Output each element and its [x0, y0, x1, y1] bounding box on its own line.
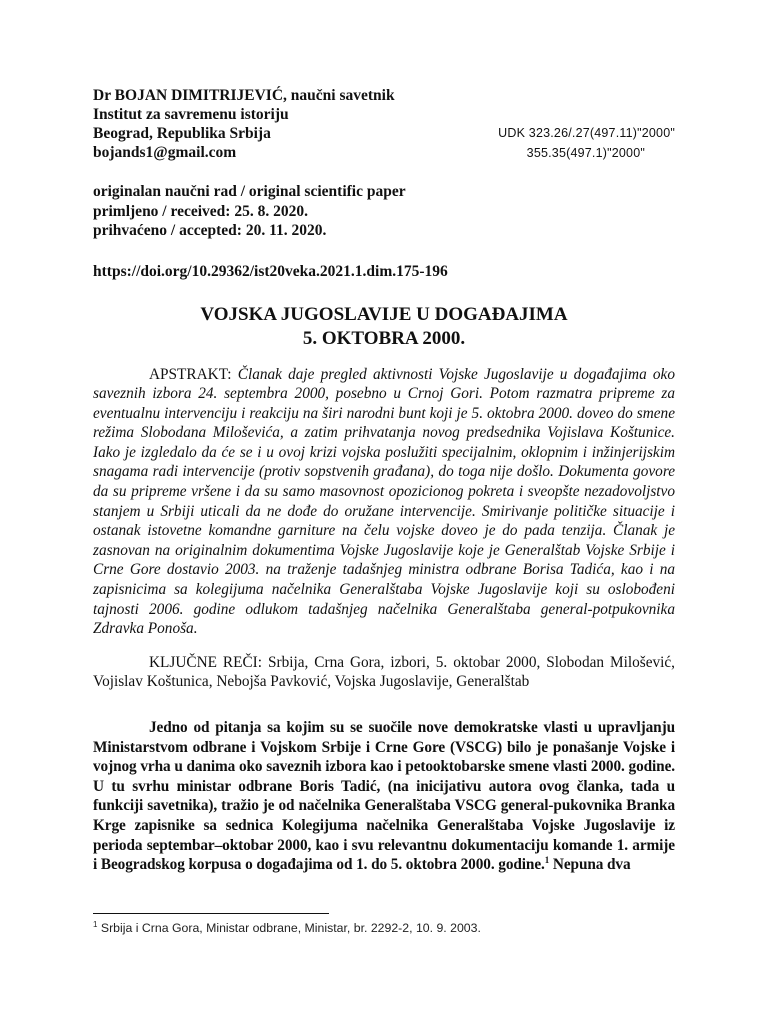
- accepted-date: prihvaćeno / accepted: 20. 11. 2020.: [93, 222, 327, 239]
- received-date: primljeno / received: 25. 8. 2020.: [93, 202, 308, 220]
- body-tail: Nepuna dva: [549, 856, 631, 874]
- udk-code-2: 355.35(497.1)"2000": [526, 146, 645, 160]
- keywords: [93, 653, 675, 692]
- title-line-2: 5. OKTOBRA 2000.: [302, 327, 466, 349]
- title-line-1: VOJSKA JUGOSLAVIJE U DOGAĐAJIMA: [200, 303, 568, 325]
- body-text: Jedno od pitanja sa kojim su se suočile nove demokratske vlasti u upravljanju Ministarstvom odbrane i Vojskom Srbije i Crne Gore (VSCG) bilo je ponašanje Vojske i vojnog vrha u danima oko saveznih izbora kao i petooktobarske smene vlasti 2000. godine. U tu svrhu ministar odbrane Boris Tadić, (na inicijativu autora ovog članka, tada u funkciji savetnika), tražio je od načelnika Generalštaba VSCG general-pukovnika Branka Krge zapisnike sa sednica Kolegijuma načelnika Generalštaba Vojske Jugoslavije iz perioda septembar–oktobar 2000, kao i svu relevantnu dokumentaciju komande 1. armije i Beogradskog korpusa o događajima od 1. do 5. oktobra 2000. godine.: [93, 719, 675, 874]
- author-name: Dr BOJAN DIMITRIJEVIĆ, naučni savetnik: [93, 87, 395, 104]
- doi-link[interactable]: https://doi.org/10.29362/ist20veka.2021.1.dim.175-196: [93, 262, 448, 280]
- abstract-text: Članak daje pregled aktivnosti Vojske Jugoslavije u događajima oko saveznih izbora 24. septembra 2000, posebno u Crnoj Gori. Potom razmatra pripreme za eventualnu intervenciju i reakciju na širi narodni bunt koji je 5. oktobra 2000. doveo do smene režima Slobodana Miloševića, a zatim prihvatanja novog predsednika Vojislava Koštunice. Iako je izgledalo da će se i u ovoj krizi vojska poslužiti specijalnim, oklopnim i inžinjerijskim snagama radi intervencije (protiv sopstvenih građana), do toga nije došlo. Dokumenta govore da su pripreme vršene i da su samo masovnost opozicionog pokreta i sveopšte nezadovoljstvo stanjem u Srbiji uticali da ne dođe do oružane intervencije. Smirivanje političke situacije i ostanak istovetne komandne garniture na čelu vojske doveo je do pada tenzija. Članak je zasnovan na originalnim dokumentima Vojske Jugoslavije koje je Generalštab Vojske Srbije i Crne Gore dostavio 2003. na traženje tadašnjeg ministra odbrane Borisa Tadića, kao i na zapisnicima sa kolegijuma načelnika Generalštaba Vojske Jugoslavije koji su oslobođeni tajnosti 2006. godine odlukom tadašnjeg načelnika Generalštaba general-potpukovnika Zdravka Ponoša.: [93, 365, 675, 638]
- footnote-divider: [93, 913, 329, 914]
- footnote: [93, 921, 481, 935]
- footnote-text: Srbija i Crna Gora, Ministar odbrane, Ministar, br. 2292-2, 10. 9. 2003.: [97, 921, 481, 935]
- author-email[interactable]: bojands1@gmail.com: [93, 144, 237, 161]
- abstract-label: APSTRAKT:: [149, 365, 232, 383]
- paper-meta: [93, 182, 675, 241]
- paper-page: [93, 86, 675, 875]
- keywords-text: Srbija, Crna Gora, izbori, 5. oktobar 2000, Slobodan Milošević, Vojislav Koštunica, Nebojša Pavković, Vojska Jugoslavije, Generalštab: [93, 653, 675, 691]
- author-institute: Institut za savremenu istoriju: [93, 106, 289, 123]
- footnote-number: 1: [93, 919, 98, 929]
- paper-type: originalan naučni rad / original scientific paper: [93, 183, 406, 200]
- body-paragraph: [93, 718, 675, 875]
- abstract: [93, 365, 675, 639]
- udk-code-1: UDK 323.26/.27(497.11)"2000": [498, 126, 675, 140]
- footnote-ref[interactable]: 1: [544, 855, 550, 866]
- paper-title: [93, 303, 675, 351]
- keywords-label: KLJUČNE REČI:: [149, 653, 263, 671]
- author-city: Beograd, Republika Srbija: [93, 125, 271, 142]
- author-block: [93, 86, 675, 162]
